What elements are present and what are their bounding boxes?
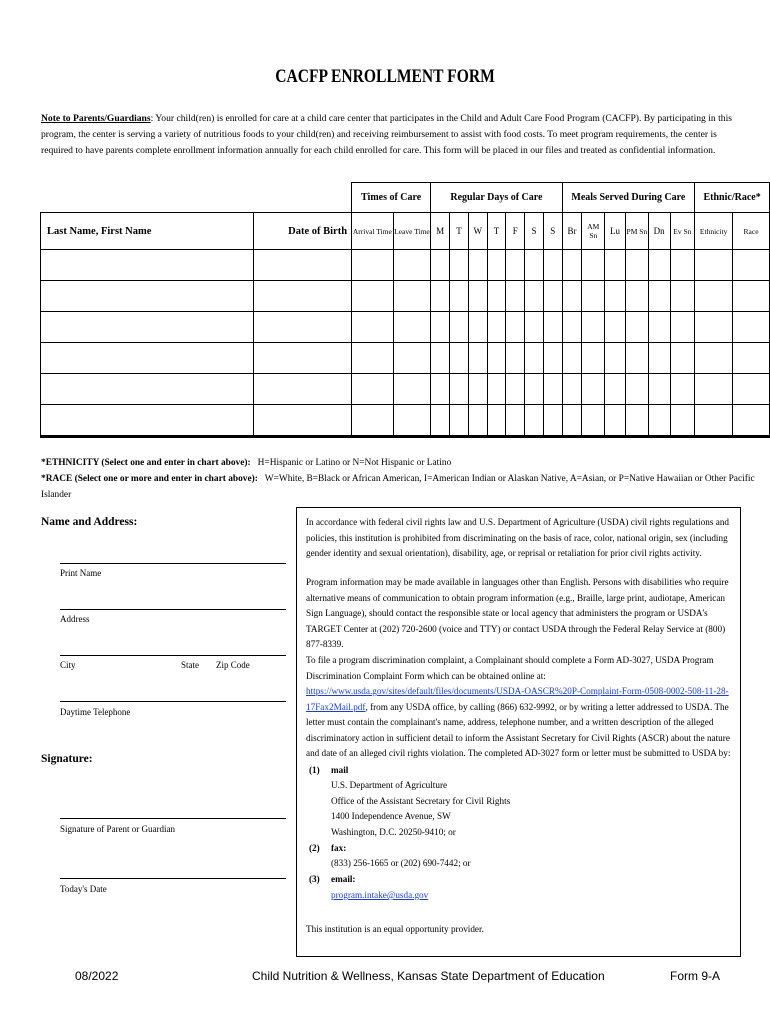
entry-cell[interactable] [254,343,352,374]
entry-cell[interactable] [431,405,450,437]
entry-cell[interactable] [525,281,544,312]
entry-cell[interactable] [582,343,605,374]
header-day: W [468,213,487,250]
telephone-line[interactable] [60,701,286,702]
entry-cell[interactable] [605,312,626,343]
entry-cell[interactable] [506,405,525,437]
entry-cell[interactable] [670,281,695,312]
entry-cell[interactable] [695,405,733,437]
city-label: City [60,660,76,670]
entry-cell[interactable] [605,343,626,374]
notice-para-2: Program information may be made available in languages other than English. Persons with disabilities who require alternative means of communication to obtain program information (e.g., Braille, large print, audiotape, American Sign Language), should contact the responsible state or local agency that administers the program or USDA's TARGET Center at (202) 720-2600 (voice and TTY) or contact USDA through the Federal Relay Service at (800) 877-8339. [306,577,729,649]
entry-cell[interactable] [468,405,487,437]
entry-cell[interactable] [695,312,733,343]
table-row [41,312,770,343]
entry-cell[interactable] [41,374,254,405]
entry-cell[interactable] [468,343,487,374]
race-label: *RACE (Select one or more and enter in chart above): [41,474,258,484]
entry-cell[interactable] [352,343,394,374]
state-label: State [181,660,199,670]
entry-cell[interactable] [543,405,562,437]
entry-cell[interactable] [670,343,695,374]
entry-cell[interactable] [695,343,733,374]
entry-cell[interactable] [733,281,770,312]
table-row [41,374,770,405]
entry-cell[interactable] [733,374,770,405]
entry-cell[interactable] [254,312,352,343]
footer-agency: Child Nutrition & Wellness, Kansas State Department of Education [252,969,605,983]
city-state-zip-line[interactable] [60,655,286,656]
mail-address [331,778,510,840]
header-day: F [506,213,525,250]
entry-cell[interactable] [543,343,562,374]
fax-numbers: (833) 256-1665 or (202) 690-7442; or [331,858,471,868]
note-text: : Your child(ren) is enrolled for care at a child care center that participates in the Child and Adult Care Food Program (CACFP). By participating in this program, the center is serving a variety of nutritious foods to your child(ren) and receiving reimbursement to assist with food costs. To meet program requirements, the center is required to have parents complete enrollment information annually for each child enrolled for care. This form will be placed in our files and treated as confidential information. [41,113,732,156]
header-arrival: Arrival Time [352,213,394,250]
entry-cell[interactable] [625,312,648,343]
entry-cell[interactable] [582,250,605,281]
entry-cell[interactable] [605,281,626,312]
entry-cell[interactable] [352,250,394,281]
entry-cell[interactable] [648,281,670,312]
entry-cell[interactable] [625,405,648,437]
signature-line[interactable] [60,818,286,819]
item-number: (3) [309,874,320,884]
entry-cell[interactable] [625,374,648,405]
print-name-label: Print Name [60,568,102,578]
address-line-3: 1400 Independence Avenue, SW [331,811,451,821]
notice-para-1: In accordance with federal civil rights law and U.S. Department of Agriculture (USDA) civil rights regulations and policies, this institution is prohibited from discriminating on the basis of race, color, national origin, sex (including gender identity and sexual orientation), disability, age, or reprisal or retaliation for prior civil rights activity. [306,517,730,558]
entry-cell[interactable] [487,312,506,343]
header-day: T [450,213,469,250]
entry-cell[interactable] [562,281,582,312]
header-day: T [487,213,506,250]
entry-cell[interactable] [733,343,770,374]
header-lu: Lu [605,213,626,250]
header-am-sn: AM Sn [582,213,605,250]
header-dob: Date of Birth [254,213,352,250]
option-mail [309,763,348,779]
entry-cell[interactable] [670,312,695,343]
entry-cell[interactable] [695,250,733,281]
header-leave: Leave Time [393,213,431,250]
entry-cell[interactable] [670,250,695,281]
note-lead: Note to Parents/Guardians [41,113,151,124]
entry-cell[interactable] [468,374,487,405]
entry-cell[interactable] [543,281,562,312]
email-link[interactable]: program.intake@usda.gov [331,890,429,900]
entry-cell[interactable] [506,281,525,312]
entry-cell[interactable] [648,250,670,281]
form-title: CACFP ENROLLMENT FORM [275,66,495,87]
nondiscrimination-notice [296,507,741,957]
table-row [41,281,770,312]
item-label: email: [331,874,356,884]
entry-cell[interactable] [431,374,450,405]
entry-cell[interactable] [525,374,544,405]
notice-para-3-start: To file a program discrimination complaint, a Complainant should complete a Form AD-3027, USDA Program Discrimination Complaint Form which can be obtained online at: [306,655,714,681]
entry-cell[interactable] [487,405,506,437]
entry-cell[interactable] [41,281,254,312]
entry-cell[interactable] [254,374,352,405]
entry-cell[interactable] [733,250,770,281]
address-line-4: Washington, D.C. 20250-9410; or [331,826,456,837]
entry-cell[interactable] [670,374,695,405]
address-line-1: U.S. Department of Agriculture [331,780,448,790]
header-ev-sn: Ev Sn [670,213,695,250]
entry-cell[interactable] [468,250,487,281]
header-race: Race [733,213,770,250]
date-label: Today's Date [60,884,107,894]
entry-cell[interactable] [393,374,431,405]
item-label: mail [331,765,349,775]
complaint-form-link[interactable]: https://www.usda.gov/sites/default/files/documents/USDA-OASCR%20P-Complaint-Form-0508-0002-508-11-28-17Fax2Mail.pdf [306,686,729,712]
entry-cell[interactable] [352,281,394,312]
entry-cell[interactable] [582,312,605,343]
entry-cell[interactable] [431,343,450,374]
table-row [41,405,770,437]
entry-cell[interactable] [562,250,582,281]
entry-cell[interactable] [487,281,506,312]
entry-cell[interactable] [450,250,469,281]
entry-cell[interactable] [625,250,648,281]
group-regular-days: Regular Days of Care [431,183,562,213]
entry-cell[interactable] [648,405,670,437]
entry-cell[interactable] [393,312,431,343]
group-times-of-care: Times of Care [352,183,431,213]
entry-cell[interactable] [487,374,506,405]
group-meals-served: Meals Served During Care [562,183,695,213]
entry-cell[interactable] [41,343,254,374]
entry-cell[interactable] [393,405,431,437]
entry-cell[interactable] [525,250,544,281]
signature-heading: Signature: [41,753,93,765]
entry-cell[interactable] [254,405,352,437]
enrollment-table [40,182,770,438]
item-number: (1) [309,765,320,775]
email-address [331,888,428,904]
entry-cell[interactable] [487,250,506,281]
entry-cell[interactable] [543,250,562,281]
item-number: (2) [309,843,320,853]
header-day: S [543,213,562,250]
entry-cell[interactable] [450,312,469,343]
option-email [309,872,356,888]
entry-cell[interactable] [733,405,770,437]
entry-cell[interactable] [562,374,582,405]
entry-cell[interactable] [431,281,450,312]
entry-cell[interactable] [525,405,544,437]
group-ethnic-race: Ethnic/Race* [695,183,770,213]
footer-date: 08/2022 [75,969,119,983]
entry-cell[interactable] [695,374,733,405]
ethnicity-race-legend [41,455,770,503]
note-to-parents [41,111,741,159]
entry-cell[interactable] [670,405,695,437]
entry-cell[interactable] [625,281,648,312]
entry-cell[interactable] [450,281,469,312]
header-dn: Dn [648,213,670,250]
telephone-label: Daytime Telephone [60,707,131,717]
entry-cell[interactable] [254,250,352,281]
entry-cell[interactable] [468,312,487,343]
entry-cell[interactable] [506,343,525,374]
entry-cell[interactable] [431,312,450,343]
entry-cell[interactable] [605,250,626,281]
entry-cell[interactable] [648,343,670,374]
entry-cell[interactable] [506,374,525,405]
race-options: W=White, B=Black or African American, I=American Indian or Alaskan Native, A=Asian, or P=Native Hawaiian or Other Pacific Islander [41,474,755,500]
table-row [41,250,770,281]
notice-para-3-end: , from any USDA office, by calling (866) 632-9992, or by writing a letter addressed to USDA. The letter must contain the complainant's name, address, telephone number, and a written description of the alleged discriminatory action in sufficient detail to inform the Assistant Secretary for Civil Rights (ASCR) about the nature and date of an alleged civil rights violation. The completed AD-3027 form or letter must be submitted to USDA by: [306,701,731,758]
entry-cell[interactable] [625,343,648,374]
entry-cell[interactable] [582,374,605,405]
name-address-heading: Name and Address: [41,516,138,528]
header-br: Br [562,213,582,250]
item-label: fax: [331,843,347,853]
entry-cell[interactable] [468,281,487,312]
print-name-line[interactable] [60,563,286,564]
entry-cell[interactable] [525,312,544,343]
entry-cell[interactable] [352,374,394,405]
option-fax [309,841,346,857]
entry-cell[interactable] [487,343,506,374]
entry-cell[interactable] [41,312,254,343]
entry-cell[interactable] [543,374,562,405]
entry-cell[interactable] [648,374,670,405]
entry-cell[interactable] [562,405,582,437]
entry-cell[interactable] [605,405,626,437]
ethnicity-options: H=Hispanic or Latino or N=Not Hispanic or Latino [257,458,452,468]
entry-cell[interactable] [431,250,450,281]
date-line[interactable] [60,878,286,879]
entry-cell[interactable] [506,312,525,343]
header-pm-sn: PM Sn [625,213,648,250]
entry-cell[interactable] [582,405,605,437]
address-label: Address [60,614,90,624]
table-row [41,343,770,374]
header-day: M [431,213,450,250]
entry-cell[interactable] [393,250,431,281]
footer-form-number: Form 9-A [670,969,721,983]
entry-cell[interactable] [562,343,582,374]
entry-cell[interactable] [41,250,254,281]
entry-cell[interactable] [450,343,469,374]
entry-cell[interactable] [393,281,431,312]
address-line[interactable] [60,609,286,610]
address-line-2: Office of the Assistant Secretary for Civil Rights [331,795,511,806]
entry-cell[interactable] [605,374,626,405]
zip-label: Zip Code [216,660,250,670]
entry-cell[interactable] [450,405,469,437]
entry-cell[interactable] [41,405,254,437]
entry-cell[interactable] [562,312,582,343]
notice-para-3 [306,653,734,762]
entry-cell[interactable] [352,405,394,437]
entry-cell[interactable] [393,343,431,374]
entry-cell[interactable] [648,312,670,343]
entry-cell[interactable] [695,281,733,312]
header-ethnicity: Ethnicity [695,213,733,250]
ethnicity-label: *ETHNICITY (Select one and enter in chart above): [41,458,251,468]
entry-cell[interactable] [525,343,544,374]
header-name: Last Name, First Name [41,213,254,250]
entry-cell[interactable] [352,312,394,343]
entry-cell[interactable] [450,374,469,405]
header-day: S [525,213,544,250]
equal-opportunity-statement: This institution is an equal opportunity provider. [306,924,484,934]
entry-cell[interactable] [254,281,352,312]
entry-cell[interactable] [543,312,562,343]
entry-cell[interactable] [733,312,770,343]
entry-cell[interactable] [506,250,525,281]
signature-label: Signature of Parent or Guardian [60,824,175,834]
entry-cell[interactable] [582,281,605,312]
